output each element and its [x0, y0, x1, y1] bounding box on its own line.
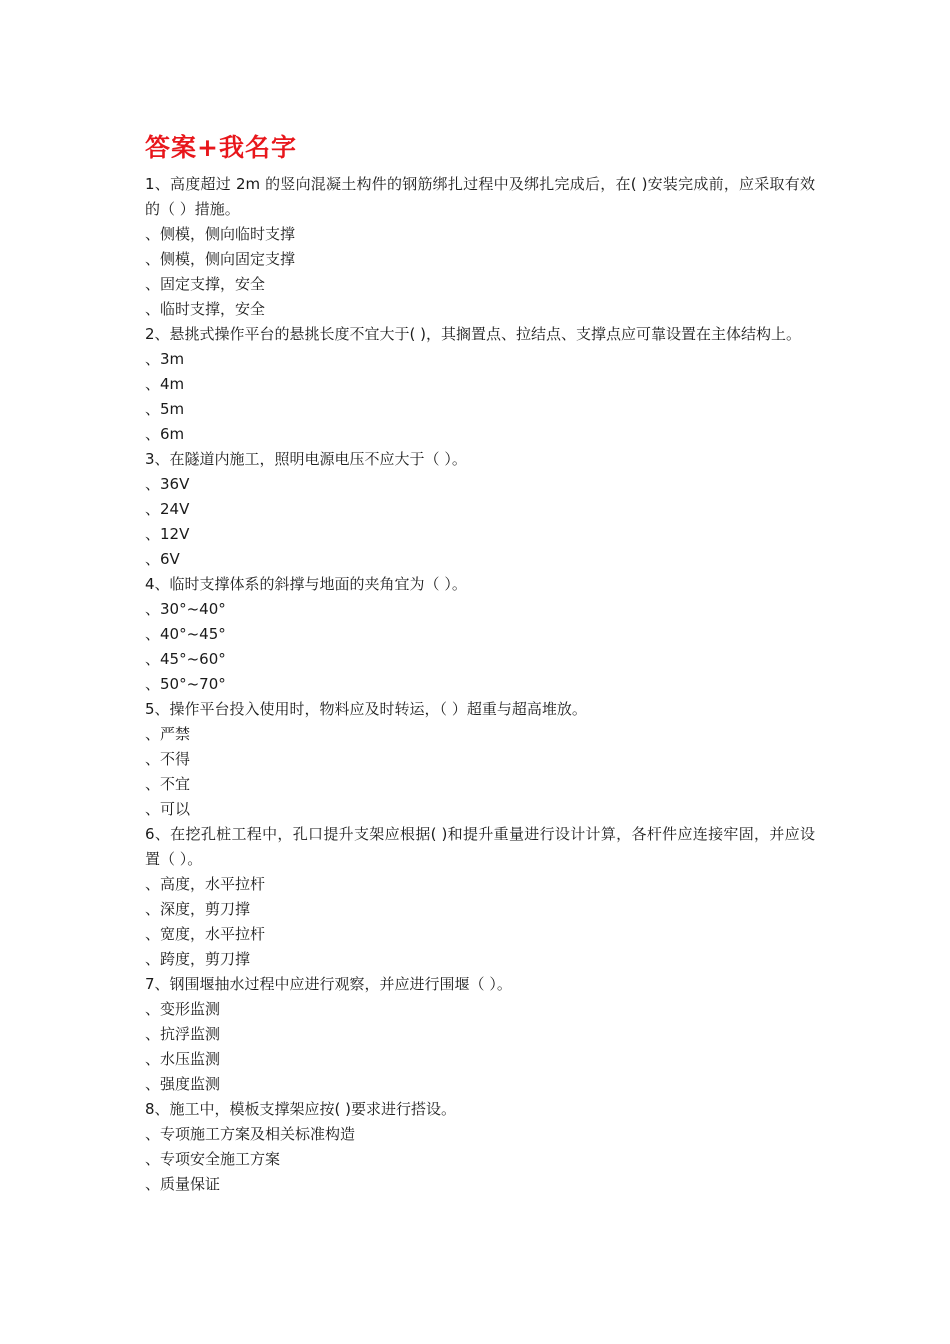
answer-option: 、跨度，剪刀撑 — [145, 950, 251, 968]
answer-option: 、4m — [145, 375, 185, 393]
answer-option: 、专项施工方案及相关标准构造 — [145, 1125, 356, 1143]
answer-option: 、固定支撑，安全 — [145, 275, 266, 293]
answer-option: 、可以 — [145, 800, 191, 818]
question-block — [145, 822, 815, 972]
answer-option: 、3m — [145, 350, 185, 368]
question-stem: 6、在挖孔桩工程中，孔口提升支架应根据( )和提升重量进行设计计算，各杆件应连接牢固，并应设置（ ）。 — [145, 825, 815, 868]
question-stem: 3、在隧道内施工，照明电源电压不应大于（ ）。 — [145, 450, 467, 468]
question-stem: 8、施工中，模板支撑架应按( )要求进行搭设。 — [145, 1100, 457, 1118]
question-block — [145, 697, 815, 822]
answer-option: 、6V — [145, 550, 180, 568]
answer-option: 、高度，水平拉杆 — [145, 875, 266, 893]
question-block — [145, 447, 815, 572]
question-stem: 5、操作平台投入使用时，物料应及时转运，（ ）超重与超高堆放。 — [145, 700, 587, 718]
question-block — [145, 572, 815, 697]
question-stem: 4、临时支撑体系的斜撑与地面的夹角宜为（ ）。 — [145, 575, 467, 593]
question-block — [145, 1097, 815, 1197]
question-stem: 1、高度超过 2m 的竖向混凝土构件的钢筋绑扎过程中及绑扎完成后，在( )安装完成前，应采取有效的（ ）措施。 — [145, 175, 815, 218]
answer-option: 、侧模，侧向固定支撑 — [145, 250, 296, 268]
answer-option: 、临时支撑，安全 — [145, 300, 266, 318]
answer-option: 、强度监测 — [145, 1075, 221, 1093]
question-list — [145, 172, 815, 1197]
question-block — [145, 322, 815, 447]
answer-option: 、30°~40° — [145, 600, 226, 618]
answer-option: 、5m — [145, 400, 185, 418]
answer-option: 、宽度，水平拉杆 — [145, 925, 266, 943]
question-stem: 2、悬挑式操作平台的悬挑长度不宜大于( )，其搁置点、拉结点、支撑点应可靠设置在主体结构上。 — [145, 325, 802, 343]
answer-option: 、侧模，侧向临时支撑 — [145, 225, 296, 243]
document-page — [145, 128, 815, 1197]
answer-option: 、40°~45° — [145, 625, 226, 643]
answer-option: 、深度，剪刀撑 — [145, 900, 251, 918]
answer-option: 、45°~60° — [145, 650, 226, 668]
answer-option: 、变形监测 — [145, 1000, 221, 1018]
answer-option: 、24V — [145, 500, 190, 518]
answer-option: 、抗浮监测 — [145, 1025, 221, 1043]
answer-option: 、36V — [145, 475, 190, 493]
question-block — [145, 172, 815, 322]
document-title: 答案+我名字 — [145, 133, 297, 162]
answer-option: 、12V — [145, 525, 190, 543]
answer-option: 、50°~70° — [145, 675, 226, 693]
answer-option: 、不宜 — [145, 775, 191, 793]
answer-option: 、不得 — [145, 750, 191, 768]
answer-option: 、严禁 — [145, 725, 191, 743]
answer-option: 、质量保证 — [145, 1175, 221, 1193]
question-stem: 7、钢围堰抽水过程中应进行观察，并应进行围堰（ ）。 — [145, 975, 512, 993]
answer-option: 、6m — [145, 425, 185, 443]
answer-option: 、专项安全施工方案 — [145, 1150, 281, 1168]
answer-option: 、水压监测 — [145, 1050, 221, 1068]
question-block — [145, 972, 815, 1097]
